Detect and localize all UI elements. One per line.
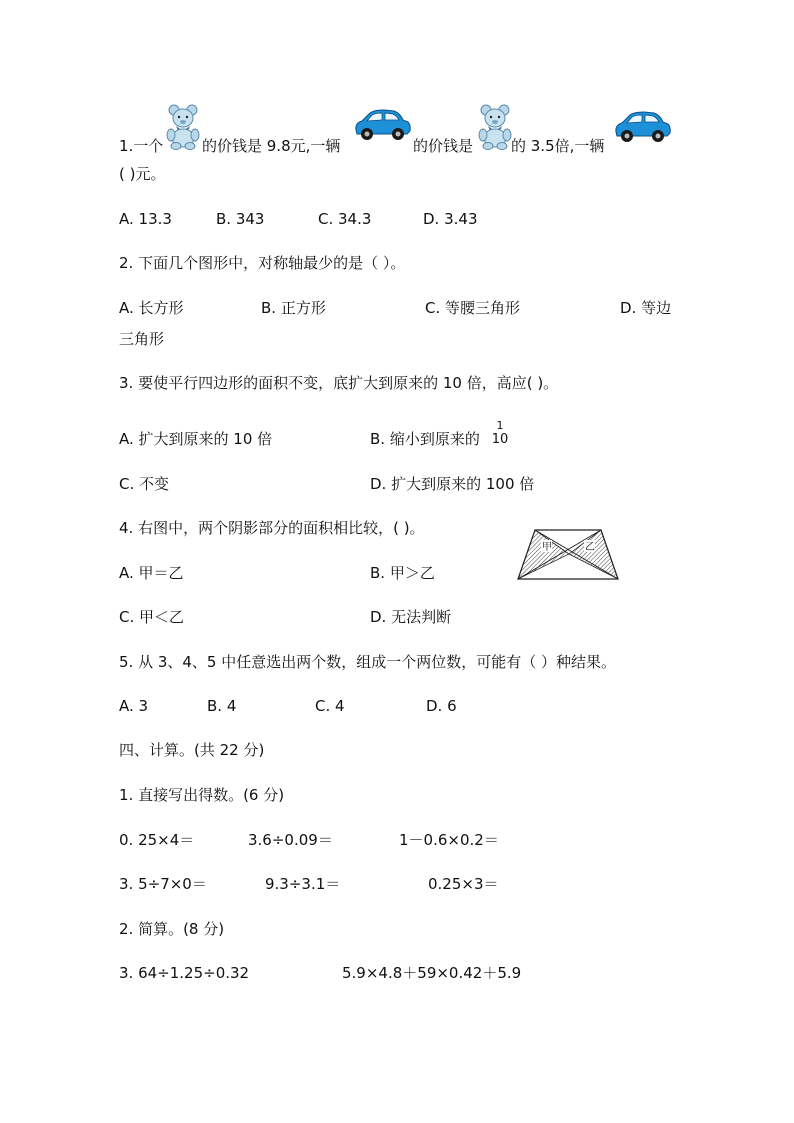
calc-item: 3.6÷0.09＝ (248, 831, 333, 849)
q5-option-c: C. 4 (315, 697, 345, 715)
q5-option-d: D. 6 (426, 697, 457, 715)
calc-item: 0. 25×4＝ (119, 831, 195, 849)
toy-car-icon (612, 110, 672, 144)
q3-text: 3. 要使平行四边形的面积不变，底扩大到原来的 10 倍，高应( )。 (119, 374, 559, 392)
q4-option-b: B. 甲＞乙 (370, 564, 435, 582)
q3-option-c: C. 不变 (119, 475, 170, 493)
calc-item: 3. 5÷7×0＝ (119, 875, 207, 893)
teddy-bear-icon (477, 104, 513, 150)
q1-text-part3: 的价钱是 (413, 137, 474, 155)
q1-text-part4: 的 3.5倍,一辆 (511, 137, 605, 155)
q2-option-d: D. 等边 (620, 299, 672, 317)
toy-car-icon (352, 108, 412, 142)
q1-option-b: B. 343 (216, 210, 265, 228)
q5-option-b: B. 4 (207, 697, 237, 715)
calc-item: 3. 64÷1.25÷0.32 (119, 964, 250, 982)
fraction-denominator: 10 (491, 432, 509, 447)
q1-text-line2: ( )元。 (119, 165, 166, 183)
q2-option-d-wrap: 三角形 (119, 330, 165, 348)
calc-item: 9.3÷3.1＝ (265, 875, 341, 893)
q4-option-c: C. 甲＜乙 (119, 608, 185, 626)
q3-option-d: D. 扩大到原来的 100 倍 (370, 475, 535, 493)
trapezoid-diagram (515, 526, 621, 582)
q1-option-c: C. 34.3 (318, 210, 372, 228)
q3-option-a: A. 扩大到原来的 10 倍 (119, 430, 273, 448)
calc-item: 5.9×4.8＋59×0.42＋5.9 (342, 964, 522, 982)
q1-text-part2: 的价钱是 9.8元,一辆 (202, 137, 341, 155)
q2-text: 2. 下面几个图形中，对称轴最少的是（ ）。 (119, 254, 406, 272)
label-jia: 甲 (542, 542, 552, 553)
q2-option-a: A. 长方形 (119, 299, 184, 317)
q1-text-part1: 1.一个 (119, 137, 164, 155)
section4-sub2: 2. 简算。(8 分) (119, 920, 225, 938)
teddy-bear-icon (165, 104, 201, 150)
q2-option-c: C. 等腰三角形 (425, 299, 521, 317)
q2-option-b: B. 正方形 (261, 299, 326, 317)
label-yi: 乙 (585, 542, 595, 553)
q3-option-b: B. 缩小到原来的 (370, 430, 480, 448)
q1-option-d: D. 3.43 (423, 210, 478, 228)
calc-item: 1－0.6×0.2＝ (399, 831, 499, 849)
q5-option-a: A. 3 (119, 697, 149, 715)
q1-option-a: A. 13.3 (119, 210, 172, 228)
calc-item: 0.25×3＝ (428, 875, 499, 893)
section4-title: 四、计算。(共 22 分) (119, 741, 265, 759)
q5-text: 5. 从 3、4、5 中任意选出两个数，组成一个两位数，可能有（ ）种结果。 (119, 653, 617, 671)
section4-sub1: 1. 直接写出得数。(6 分) (119, 786, 285, 804)
q4-option-d: D. 无法判断 (370, 608, 452, 626)
q4-text: 4. 右图中，两个阴影部分的面积相比较，( )。 (119, 519, 425, 537)
q4-option-a: A. 甲＝乙 (119, 564, 184, 582)
fraction-numerator: 1 (496, 419, 504, 432)
